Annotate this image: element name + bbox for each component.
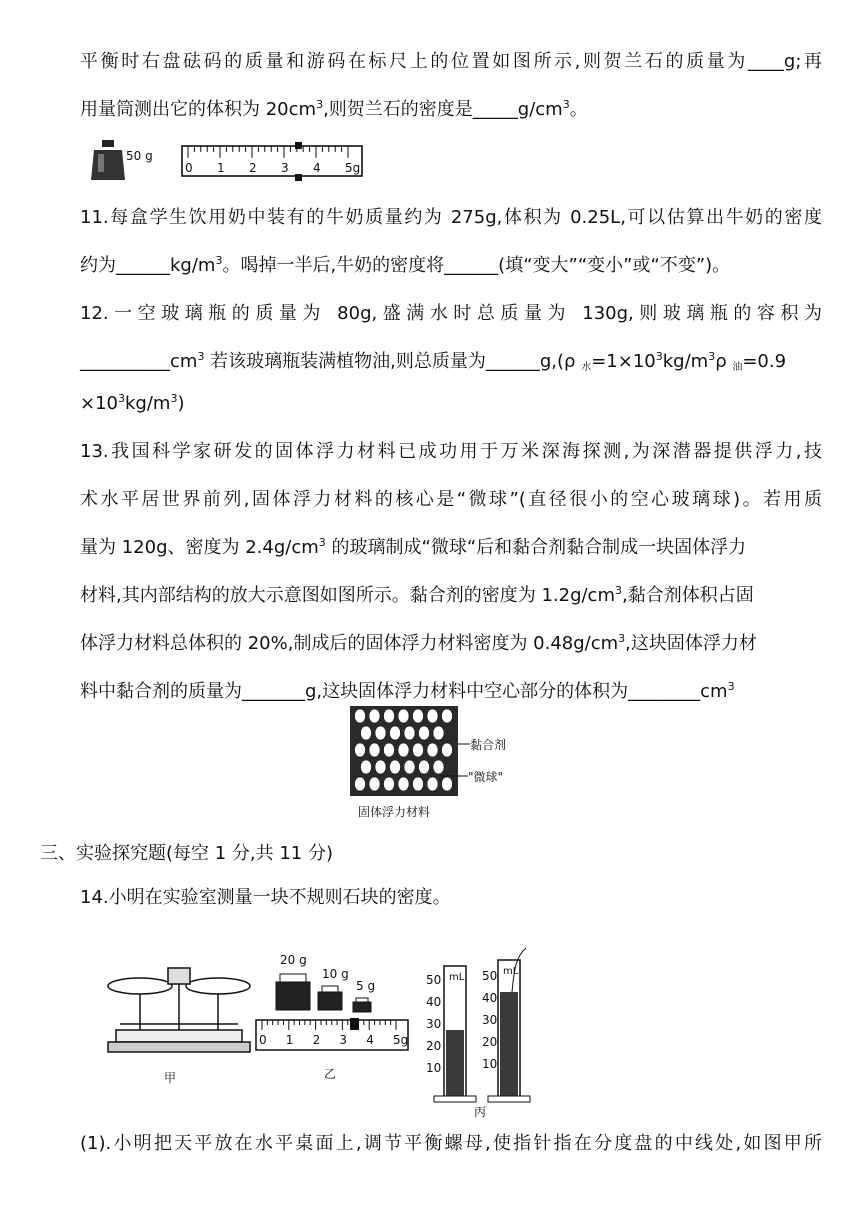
micro-ball (355, 777, 366, 791)
micro-ball (361, 760, 372, 774)
cylinder-scale-label: 20 (426, 1039, 442, 1053)
text-line: 平衡时右盘砝码的质量和游码在标尺上的位置如图所示,则贺兰石的质量为____g;再 (80, 51, 822, 72)
micro-ball (433, 726, 444, 740)
cylinder-1-unit: mL (449, 972, 465, 983)
weight-10g-label: 10 g (322, 967, 349, 981)
micro-ball (404, 760, 415, 774)
cylinder-scale-label: 40 (482, 991, 498, 1005)
cylinder-scale-label: 30 (482, 1013, 498, 1027)
micro-ball (442, 709, 453, 723)
question-13-line6: 料中黏合剂的质量为_______g,这块固体浮力材料中空心部分的体积为$\_\_\_\_\_\_\_\_cm^3$ (80, 680, 735, 702)
micro-ball (384, 709, 395, 723)
micro-ball (369, 777, 380, 791)
micro-ball (384, 743, 395, 757)
micro-ball (384, 777, 395, 791)
ruler-tick-label: 4 (366, 1033, 374, 1047)
micro-ball (442, 743, 453, 757)
caption-yi: 乙 (324, 1067, 337, 1081)
glue-label: 黏合剂 (470, 738, 507, 752)
question-14-part1-line: (1).小明把天平放在水平桌面上,调节平衡螺母,使指针指在分度盘的中线处,如图甲所 (80, 1133, 822, 1154)
micro-ball (404, 726, 415, 740)
rider-top (295, 142, 302, 149)
caption-bing: 丙 (474, 1105, 487, 1119)
weight-5g-label: 5 g (356, 979, 376, 993)
question-14-line: 14.小明在实验室测量一块不规则石块的密度。 (80, 887, 451, 908)
micro-ball (375, 760, 386, 774)
weight-label: 50 g (126, 149, 153, 163)
ruler-tick-label: 3 (339, 1033, 348, 1047)
ruler-tick-label: 0 (259, 1033, 267, 1047)
micro-ball (427, 743, 438, 757)
figure-caption: 固体浮力材料 (358, 805, 431, 819)
question-13-line3: 量为 120g、密度为 $2.4g/cm^3$ 的玻璃制成“微球“后和黏合剂黏合制成一块固体浮力 (80, 536, 747, 558)
micro-ball (398, 743, 409, 757)
micro-ball (369, 709, 380, 723)
micro-ball (390, 760, 401, 774)
micro-ball (355, 709, 366, 723)
rider-bottom (295, 174, 302, 181)
buoyancy-material-figure (340, 700, 530, 824)
cylinder-2-unit: mL (503, 966, 519, 977)
cylinder-scale-label: 20 (482, 1035, 498, 1049)
ball-label: "微球" (468, 770, 504, 784)
micro-ball (442, 777, 453, 791)
cylinder-scale-label: 50 (426, 973, 442, 987)
weight-20g-label: 20 g (280, 953, 307, 967)
question-13-line4: 材料,其内部结构的放大示意图如图所示。黏合剂的密度为 $1.2g/cm^3$,黏合剂体积占固 (80, 584, 754, 606)
weight-icon (91, 140, 125, 180)
micro-ball (427, 777, 438, 791)
question-13-line5: 体浮力材料总体积的 20%,制成后的固体浮力材料密度为 $0.48g/cm^3$,这块固体浮力材 (80, 632, 757, 654)
cylinder-scale-label: 40 (426, 995, 442, 1009)
question-12-line2: $\_\_\_\_\_\_\_\_\_\_cm^3$ 若该玻璃瓶装满植物油,则总质量为______g,(ρ $_水=1\times 10^3kg/m^3\rho$ $_油$=0.9 (80, 350, 787, 373)
ruler-tick-label: 1 (217, 161, 225, 175)
ruler-tick-label: 5g (345, 161, 361, 175)
micro-ball (398, 709, 409, 723)
micro-ball (433, 760, 444, 774)
ruler-tick-label: 2 (312, 1033, 321, 1047)
micro-ball (375, 726, 386, 740)
micro-ball (419, 760, 430, 774)
ruler-tick-label: 2 (249, 161, 257, 175)
text-line: 用量筒测出它的体积为 $20cm^3$,则贺兰石的密度是$\_\_\_\_\_g/cm^3$。 (80, 98, 588, 120)
ruler-tick-label: 4 (313, 161, 321, 175)
micro-ball (427, 709, 438, 723)
experiment-figure (100, 940, 560, 1120)
question-11-line2: 约为$\_\_\_\_\_\_kg/m^3$。喝掉一半后,牛奶的密度将______(填“变大”“变小”或“不变”)。 (80, 254, 731, 276)
micro-ball (398, 777, 409, 791)
ruler-tick-label: 3 (281, 161, 289, 175)
question-13-line2: 术水平居世界前列,固体浮力材料的核心是“微球”(直径很小的空心玻璃球)。若用质 (80, 489, 822, 510)
micro-ball (413, 777, 424, 791)
ruler-tick-label: 5g (393, 1033, 409, 1047)
cylinder-scale-label: 50 (482, 969, 498, 983)
micro-ball (355, 743, 366, 757)
micro-ball (413, 709, 424, 723)
micro-ball (419, 726, 430, 740)
cylinder-scale-label: 10 (426, 1061, 442, 1075)
question-12-line1: 12.一空玻璃瓶的质量为 80g,盛满水时总质量为 130g,则玻璃瓶的容积为 (80, 303, 822, 324)
question-13-line1: 13.我国科学家研发的固体浮力材料已成功用于万米深海探测,为深潜器提供浮力,技 (80, 441, 822, 462)
micro-ball (361, 726, 372, 740)
micro-ball (369, 743, 380, 757)
question-11-line1: 11.每盒学生饮用奶中装有的牛奶质量约为 275g,体积为 0.25L,可以估算出牛奶的密度 (80, 207, 822, 228)
balance-weight-ruler-figure (90, 138, 370, 186)
question-12-line3: $\times 10^3kg/m^3$) (80, 392, 185, 414)
section-heading: 三、实验探究题(每空 1 分,共 11 分) (40, 843, 334, 864)
cylinder-scale-label: 30 (426, 1017, 442, 1031)
micro-ball (390, 726, 401, 740)
balance-icon (108, 968, 250, 1052)
ruler-tick-label: 0 (185, 161, 193, 175)
caption-jia: 甲 (164, 1071, 177, 1085)
micro-ball (413, 743, 424, 757)
rider-icon (350, 1018, 359, 1030)
ruler-tick-label: 1 (285, 1033, 294, 1047)
cylinder-scale-label: 10 (482, 1057, 498, 1071)
